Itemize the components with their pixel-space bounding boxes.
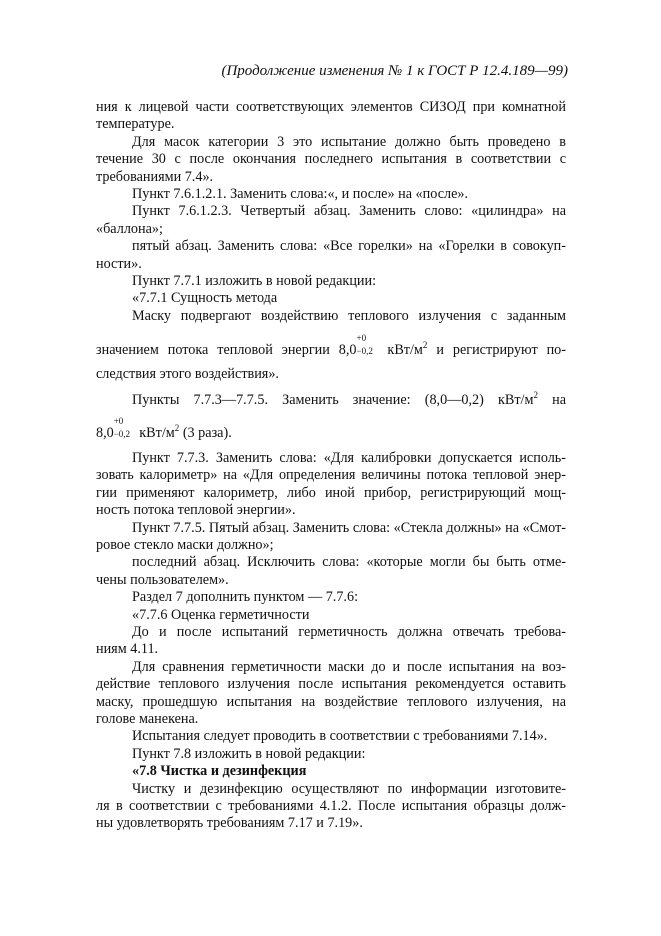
tolerance-lower: −0,2 — [356, 346, 373, 357]
line: «7.7.6 Оценка герметичности — [132, 606, 310, 623]
text: и регистрируют по- — [427, 342, 566, 359]
line: Испытания следует проводить в соответствии с требованиями 7.14». — [132, 728, 548, 745]
line: требованиями 7.4». — [96, 168, 214, 185]
line: «7.7.1 Сущность метода — [132, 290, 278, 307]
line: ны удовлетворять требованиям 7.17 и 7.19». — [96, 815, 363, 832]
line: маску, прошедшую испытания на воздействие теплового излучения, на — [96, 693, 566, 710]
line: Пункт 7.7.3. Заменить слова: «Для калибровки допускается исполь- — [132, 449, 566, 466]
line: действие теплового излучения после испытания рекомендуется оставить — [96, 676, 566, 693]
paragraph-7 — [96, 290, 566, 307]
paragraph-11 — [96, 520, 566, 555]
line: Маску подвергают воздействию теплового излучения с заданным — [132, 307, 566, 324]
text: Пункты 7.7.3—7.7.5. Заменить значение: (8,0—0,2) кВт/м — [132, 392, 534, 409]
document-body — [96, 99, 566, 833]
line: Пункт 7.8 изложить в новой редакции: — [132, 745, 366, 762]
text: (3 раза). — [179, 424, 232, 441]
line: голове манекена. — [96, 711, 199, 727]
line: Для сравнения герметичности маски до и после испытания на воз- — [132, 658, 566, 675]
line: зовать калориметр» на «Для определения величины потока тепловой энер- — [96, 467, 566, 484]
unit: кВт/м — [135, 424, 175, 441]
paragraph-13 — [96, 589, 566, 606]
line: Для масок категории 3 это испытание должно быть проведено в — [132, 133, 566, 150]
line: ния к лицевой части соответствующих элементов СИЗОД при комнатной — [96, 99, 566, 115]
paragraph-18 — [96, 746, 566, 763]
line: Пункт 7.7.5. Пятый абзац. Заменить слова: «Стекла должны» на «Смот- — [132, 519, 566, 536]
paragraph-12 — [96, 554, 566, 589]
page-header: (Продолжение изменения № 1 к ГОСТ Р 12.4.189—99) — [221, 63, 568, 79]
text: на — [537, 392, 566, 409]
line-with-tolerance — [96, 415, 566, 442]
paragraph-15 — [96, 624, 566, 659]
line: Пункт 7.6.1.2.3. Четвертый абзац. Заменить слово: «цилиндра» на — [132, 203, 566, 220]
paragraph-20 — [96, 781, 566, 833]
line: ровое стекло маски должно»; — [96, 536, 274, 553]
line: Пункт 7.6.1.2.1. Заменить слова:«, и после» на «после». — [132, 186, 469, 203]
line: До и после испытаний герметичность должна отвечать требова- — [132, 623, 566, 640]
text: 8,0 — [96, 424, 114, 441]
paragraph-9 — [96, 387, 566, 442]
paragraph-14 — [96, 607, 566, 624]
tolerance-upper: +0 — [356, 333, 367, 344]
tolerance — [113, 415, 136, 439]
unit-exponent: 2 — [174, 422, 180, 433]
unit-exponent: 2 — [533, 390, 538, 401]
line: ность потока тепловой энергии». — [96, 502, 296, 519]
line: течение 30 с после окончания последнего испытания в соответствии с — [96, 151, 566, 168]
line: последний абзац. Исключить слова: «которые могли бы быть отме- — [132, 554, 566, 571]
paragraph-8 — [96, 308, 566, 383]
line: «7.8 Чистка и дезинфекция — [132, 763, 307, 780]
paragraph-5 — [96, 238, 566, 273]
tolerance — [356, 333, 379, 357]
line: пятый абзац. Заменить слова: «Все горелки» на «Горелки в совокуп- — [132, 238, 566, 255]
line: Пункт 7.7.1 изложить в новой редакции: — [132, 273, 377, 290]
paragraph-2 — [96, 134, 566, 186]
paragraph-6 — [96, 273, 566, 290]
line — [96, 387, 566, 409]
tolerance-lower: −0,2 — [113, 428, 131, 439]
line: Раздел 7 дополнить пунктом — 7.7.6: — [132, 589, 359, 606]
unit-exponent: 2 — [422, 340, 428, 351]
line: ности». — [96, 255, 142, 272]
tolerance-upper: +0 — [113, 415, 124, 426]
line: чены пользователем». — [96, 571, 229, 588]
line: температуре. — [96, 116, 175, 133]
paragraph-4 — [96, 203, 566, 238]
line: ля в соответствии с требованиями 4.1.2. После испытания образцы долж- — [96, 798, 566, 815]
paragraph-17 — [96, 728, 566, 745]
line: ниям 4.11. — [96, 641, 159, 658]
section-heading-7-8 — [96, 763, 566, 780]
text: значением потока тепловой энергии 8,0 — [96, 342, 357, 359]
line: следствия этого воздействия». — [96, 365, 279, 382]
line-with-tolerance — [96, 333, 566, 359]
paragraph-1 — [96, 99, 566, 134]
paragraph-10 — [96, 450, 566, 520]
unit: кВт/м — [378, 342, 423, 359]
paragraph-3 — [96, 186, 566, 203]
line: Чистку и дезинфекцию осуществляют по информации изготовите- — [132, 780, 566, 797]
paragraph-16 — [96, 659, 566, 729]
line: гии применяют калориметр, либо иной прибор, регистрирующий мощ- — [96, 484, 566, 501]
line: «баллона»; — [96, 220, 163, 237]
